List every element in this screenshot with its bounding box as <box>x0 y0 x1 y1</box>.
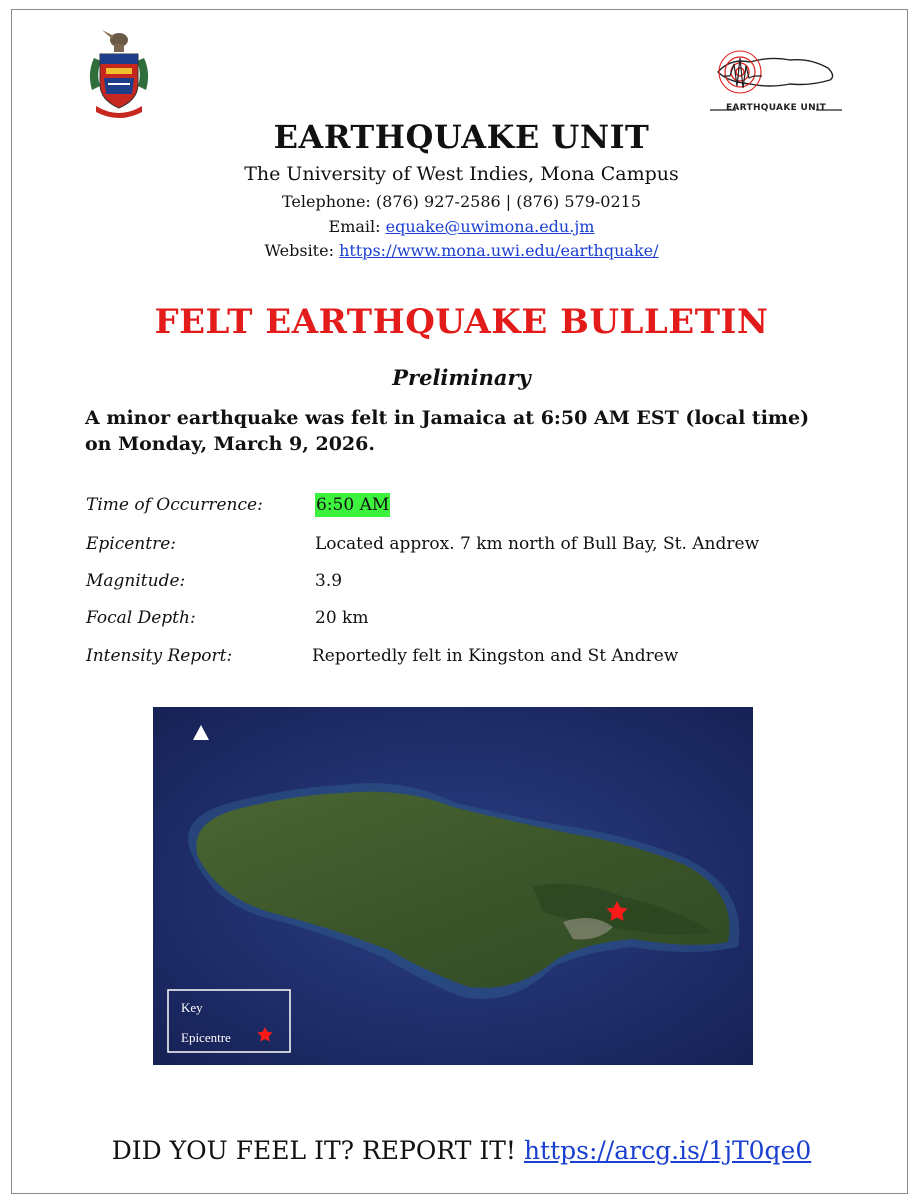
epicentre-value: Located approx. 7 km north of Bull Bay, St. Andrew <box>315 534 760 554</box>
intensity-label: Intensity Report: <box>86 646 233 666</box>
report-link[interactable]: https://arcg.is/1jT0qe0 <box>523 1136 812 1165</box>
map-key-title: Key <box>181 1000 203 1015</box>
email-link[interactable]: equake@uwimona.edu.jm <box>385 217 595 236</box>
report-cta: DID YOU FEEL IT? REPORT IT! <box>111 1136 516 1165</box>
website-link[interactable]: https://www.mona.uwi.edu/earthquake/ <box>339 241 659 260</box>
epicentre-map <box>153 707 753 1065</box>
email-line <box>0 217 923 236</box>
university-name: The University of West Indies, Mona Campus <box>244 163 679 185</box>
time-value-highlight: 6:50 AM <box>316 495 390 515</box>
earthquake-unit-logo <box>710 46 842 120</box>
intensity-value: Reportedly felt in Kingston and St Andrew <box>312 646 679 666</box>
website-label: Website: <box>264 241 334 260</box>
depth-label: Focal Depth: <box>86 608 196 628</box>
depth-value: 20 km <box>315 608 369 628</box>
earthquake-unit-logo-text: EARTHQUAKE UNIT <box>725 103 827 113</box>
time-label: Time of Occurrence: <box>86 495 263 515</box>
bulletin-title: FELT EARTHQUAKE BULLETIN <box>154 302 769 342</box>
email-label: Email: <box>328 217 381 236</box>
bulletin-intro: A minor earthquake was felt in Jamaica at 6:50 AM EST (local time) on Monday, March 9, 2026. <box>85 407 810 455</box>
magnitude-value: 3.9 <box>315 571 343 591</box>
magnitude-label: Magnitude: <box>86 571 186 591</box>
uwi-crest-logo <box>84 28 154 120</box>
epicentre-label: Epicentre: <box>86 534 177 554</box>
time-value <box>315 495 390 515</box>
page-title: EARTHQUAKE UNIT <box>273 118 650 156</box>
map-key-epicentre-label: Epicentre <box>181 1030 231 1045</box>
bulletin-status: Preliminary <box>392 365 531 390</box>
report-footer <box>0 1136 923 1165</box>
website-line <box>0 241 923 260</box>
telephone-line: Telephone: (876) 927-2586 | (876) 579-0215 <box>281 192 642 211</box>
